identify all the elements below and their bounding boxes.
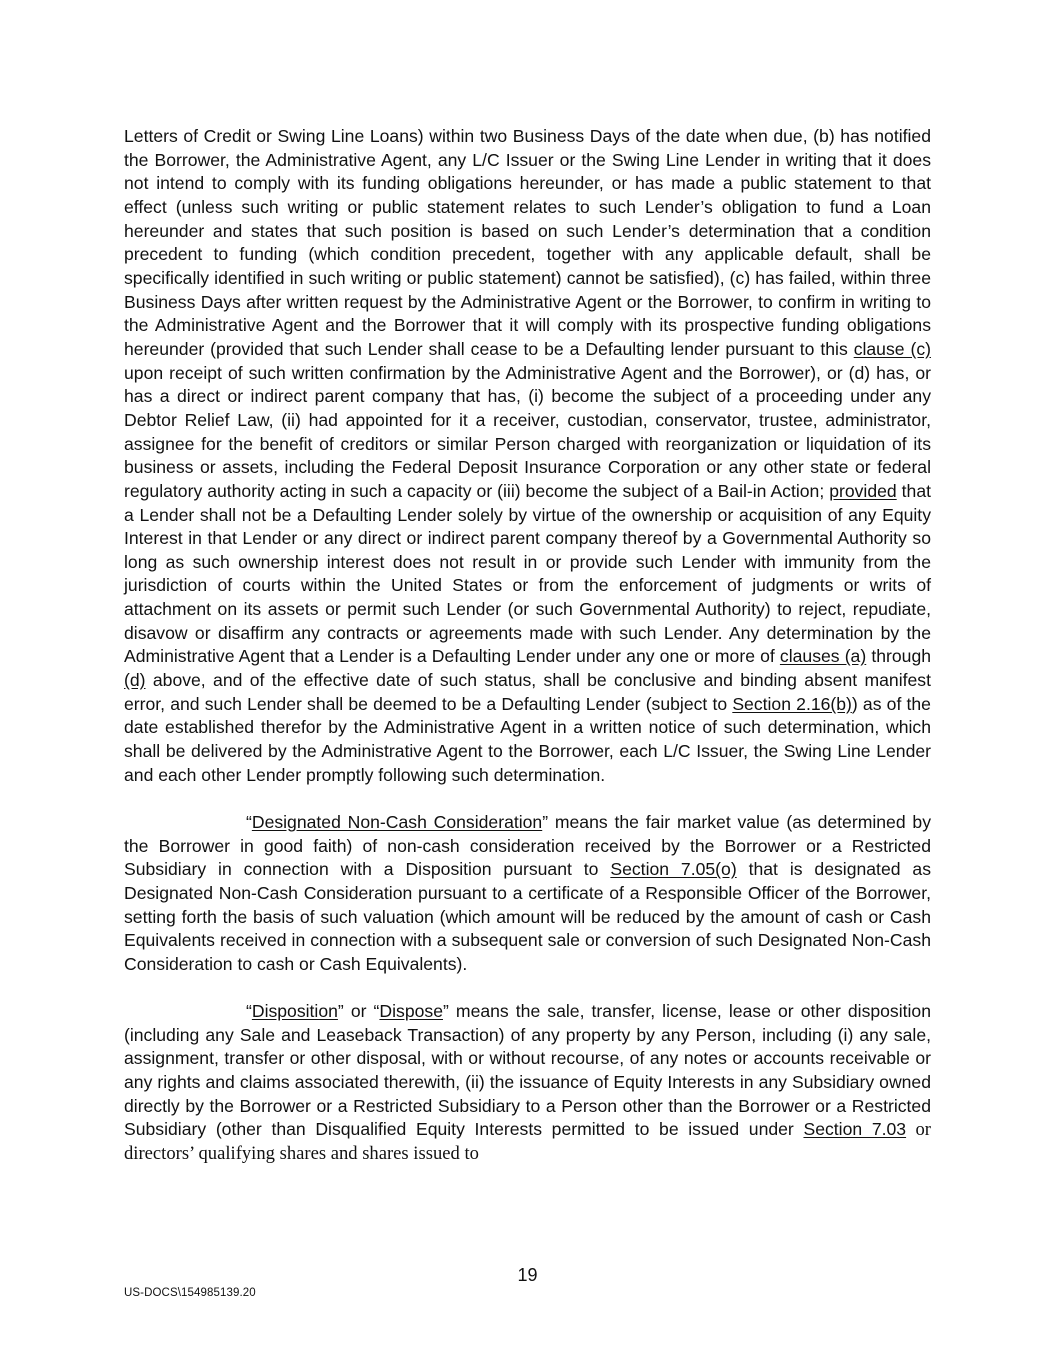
page-number: 19	[517, 1265, 538, 1285]
text-run: above, and of the effective date of such status, shall be conclusive and binding absent manifest error, and such Lender shall be deemed to be a Defaulting Lender (subject to	[124, 670, 931, 714]
document-id: US-DOCS\154985139.20	[124, 1287, 256, 1299]
definition-disposition	[124, 1000, 931, 1166]
cross-reference-clause-c: clause (c)	[853, 338, 931, 359]
cross-reference-section-7-03: Section 7.03	[803, 1119, 907, 1140]
paragraph-defaulting-lender-continued	[124, 125, 931, 787]
text-run: ” means the sale, transfer, license, lease or other disposition (including any Sale and Leaseback Transaction) of any property by any Person, including (i) any sale, assignment, transfer or other disposal, with or without recourse, of any notes or accounts receivable or any rights and claims associated therewith, (ii) the issuance of Equity Interests in any Subsidiary owned directly by the Borrower or a Restricted Subsidiary to a Person other than the Borrower or a Restricted Subsidiary (other than Disqualified Equity Interests permitted to be issued under	[124, 1000, 932, 1140]
cross-reference-section-2-16-b: Section 2.16(b)	[732, 693, 852, 714]
defined-term-dispose: Dispose	[379, 1000, 443, 1021]
text-run: “	[246, 811, 252, 832]
text-run-serif: or directors’ qualifying shares and shares issued to	[124, 1119, 931, 1164]
cross-reference-section-7-05-o: Section 7.05(o)	[610, 859, 737, 880]
document-body	[124, 125, 931, 1166]
text-run: through	[866, 646, 932, 667]
text-run: “	[246, 1000, 252, 1021]
text-run: ” means the fair market value (as determined by the Borrower in good faith) of non-cash consideration received by the Borrower or a Restricted Subsidiary in connection with a Disposition pursuant to	[124, 811, 931, 880]
defined-term-provided: provided	[829, 480, 897, 501]
text-run: that a Lender shall not be a Defaulting Lender solely by virtue of the ownership or acquisition of any Equity Interest in that Lender or any direct or indirect parent company thereof by a Governmental Authority so long as such ownership interest does not result in or provide such Lender with immunity from the jurisdiction of courts within the United States or from the enforcement of judgments or writs of attachment on its assets or permit such Lender (or such Governmental Authority) to reject, repudiate, disavow or disaffirm any contracts or agreements made with such Lender. Any determination by the Administrative Agent that a Lender is a Defaulting Lender under any one or more of	[124, 480, 932, 667]
cross-reference-clause-d: (d)	[124, 670, 146, 691]
defined-term-designated-non-cash-consideration: Designated Non-Cash Consideration	[251, 811, 543, 832]
text-run: Letters of Credit or Swing Line Loans) within two Business Days of the date when due, (b) has notified the Borrower, the Administrative Agent, any L/C Issuer or the Swing Line Lender in writing that it does not intend to comply with its funding obligations hereunder, or has made a public statement to that effect (unless such writing or public statement relates to such Lender’s obligation to fund a Loan hereunder and states that such position is based on such Lender’s determination that a condition precedent to funding (which condition precedent, together with any applicable default, shall be specifically identified in such writing or public statement) cannot be satisfied), (c) has failed, within three Business Days after written request by the Administrative Agent or the Borrower, to confirm in writing to the Administrative Agent and the Borrower that it will comply with its prospective funding obligations hereunder (provided that such Lender shall cease to be a Defaulting lender pursuant to this	[124, 126, 931, 359]
definition-designated-non-cash-consideration	[124, 811, 931, 977]
text-run: ) as of the date established therefor by the Administrative Agent in a written notice of such determination, which shall be delivered by the Administrative Agent to the Borrower, each L/C Issuer, the Swing Line Lender and each other Lender promptly following such determination.	[124, 693, 931, 785]
text-run: ” or “	[337, 1000, 380, 1021]
text-run: upon receipt of such written confirmation by the Administrative Agent and the Borrower), or (d) has, or has a direct or indirect parent company that has, (i) become the subject of a proceeding under any Debtor Relief Law, (ii) had appointed for it a receiver, custodian, conservator, trustee, administrator, assignee for the benefit of creditors or similar Person charged with reorganization or liquidation of its business or assets, including the Federal Deposit Insurance Corporation or any other state or federal regulatory authority acting in such a capacity or (iii) become the subject of a Bail-in Action;	[124, 362, 931, 501]
defined-term-disposition: Disposition	[251, 1000, 338, 1021]
cross-reference-clauses-a: clauses (a)	[779, 646, 867, 667]
text-run: that is designated as Designated Non-Cash Consideration pursuant to a certificate of a Responsible Officer of the Borrower, setting forth the basis of such valuation (which amount will be reduced by the amount of cash or Cash Equivalents received in connection with a subsequent sale or conversion of such Designated Non-Cash Consideration to cash or Cash Equivalents).	[124, 859, 931, 974]
